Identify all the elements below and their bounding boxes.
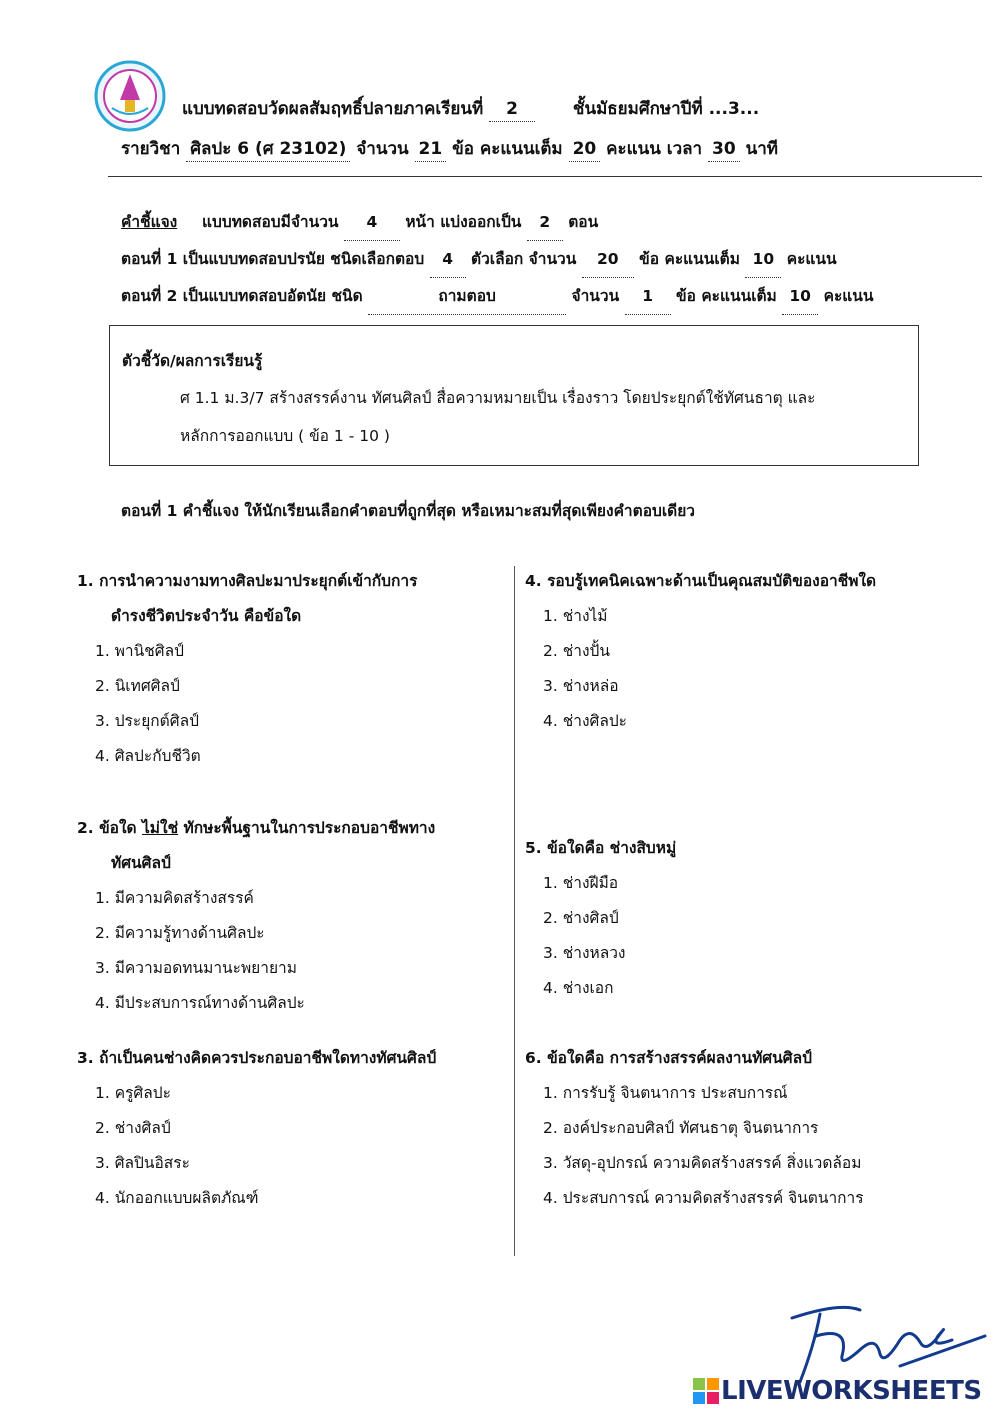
header-divider <box>108 176 982 177</box>
answer-option[interactable]: 1. ช่างไม้ <box>543 607 608 625</box>
question-2 <box>77 811 507 1021</box>
full-score-value: 20 <box>569 137 601 162</box>
part1-instruction: ตอนที่ 1 คำชี้แจง ให้นักเรียนเลือกคำตอบที่ถูกที่สุด หรือเหมาะสมที่สุดเพียงคำตอบเดียว <box>121 502 695 520</box>
answer-option[interactable]: 4. นักออกแบบผลิตภัณฑ์ <box>95 1189 259 1207</box>
grade-label: ชั้นมัธยมศึกษาปีที่ ...3... <box>572 99 760 119</box>
answer-option[interactable]: 1. การรับรู้ จินตนาการ ประสบการณ์ <box>543 1084 788 1102</box>
signature-icon <box>780 1296 990 1386</box>
instructions-line-3: ตอนที่ 2 เป็นแบบทดสอบอัตนัย ชนิด ถามตอบ จำนวน 1 ข้อ คะแนนเต็ม 10 คะแนน <box>121 278 873 315</box>
question-text: 5. ข้อใดคือ ช่างสิบหมู่ <box>525 839 677 857</box>
answer-option[interactable]: 1. ครูศิลปะ <box>95 1084 171 1102</box>
instructions <box>121 204 873 315</box>
answer-option[interactable]: 3. ช่างหล่อ <box>543 677 619 695</box>
school-logo-icon <box>94 60 166 132</box>
answer-option[interactable]: 1. พานิชศิลป์ <box>95 642 184 660</box>
instructions-line-2: ตอนที่ 1 เป็นแบบทดสอบปรนัย ชนิดเลือกตอบ 4 ตัวเลือก จำนวน 20 ข้อ คะแนนเต็ม 10 คะแนน <box>121 241 873 278</box>
question-6 <box>525 1041 985 1216</box>
question-3 <box>77 1041 507 1216</box>
time-value: 30 <box>708 137 740 162</box>
indicator-title: ตัวชี้วัด/ผลการเรียนรู้ <box>122 352 263 370</box>
indicator-text: ศ 1.1 ม.3/7 สร้างสรรค์งาน ทัศนศิลป์ สื่อความหมายเป็น เรื่องราว โดยประยุกต์ใช้ทัศนธาตุ และ หลักการออกแบบ ( ข้อ 1 - 10 ) <box>180 389 816 445</box>
answer-option[interactable]: 3. ศิลปินอิสระ <box>95 1154 190 1172</box>
semester-value: 2 <box>489 97 535 122</box>
answer-option[interactable]: 2. มีความรู้ทางด้านศิลปะ <box>95 924 265 942</box>
answer-option[interactable]: 2. นิเทศศิลป์ <box>95 677 180 695</box>
answer-option[interactable]: 2. ช่างปั้น <box>543 642 610 660</box>
answer-option[interactable]: 4. มีประสบการณ์ทางด้านศิลปะ <box>95 994 305 1012</box>
subject-value: ศิลปะ 6 (ศ 23102) <box>186 137 350 162</box>
liveworksheets-brand <box>693 1374 982 1408</box>
answer-option[interactable]: 2. องค์ประกอบศิลป์ ทัศนธาตุ จินตนาการ <box>543 1119 819 1137</box>
answer-option[interactable]: 3. มีความอดทนมานะพยายาม <box>95 959 297 977</box>
item-count-value: 21 <box>415 137 447 162</box>
indicator-box <box>109 325 919 466</box>
answer-option[interactable]: 1. ช่างฝีมือ <box>543 874 619 892</box>
column-divider <box>514 566 515 1256</box>
answer-option[interactable]: 3. ช่างหลวง <box>543 944 626 962</box>
answer-option[interactable]: 1. มีความคิดสร้างสรรค์ <box>95 889 254 907</box>
instructions-line-1: คำชี้แจง แบบทดสอบมีจำนวน 4 หน้า แบ่งออกเป็น 2 ตอน <box>121 204 873 241</box>
question-5 <box>525 831 965 1006</box>
answer-option[interactable]: 4. ช่างเอก <box>543 979 614 997</box>
question-text: 1. การนำความงามทางศิลปะมาประยุกต์เข้ากับการ ดำรงชีวิตประจำวัน คือข้อใด <box>77 572 418 625</box>
answer-option[interactable]: 4. ช่างศิลปะ <box>543 712 628 730</box>
subject-line: รายวิชา ศิลปะ 6 (ศ 23102) จำนวน 21 ข้อ คะแนนเต็ม 20 คะแนน เวลา 30 นาที <box>121 137 778 162</box>
emphasis-not: ไม่ใช่ <box>142 819 179 837</box>
question-text: 3. ถ้าเป็นคนช่างคิดควรประกอบอาชีพใดทางทัศนศิลป์ <box>77 1049 437 1067</box>
question-text: 4. รอบรู้เทคนิคเฉพาะด้านเป็นคุณสมบัติของอาชีพใด <box>525 572 877 590</box>
answer-option[interactable]: 3. ประยุกต์ศิลป์ <box>95 712 199 730</box>
exam-title: แบบทดสอบวัดผลสัมฤทธิ์ปลายภาคเรียนที่ 2 ชั้นมัธยมศึกษาปีที่ ...3... <box>182 97 759 122</box>
brand-name: LIVEWORKSHEETS <box>721 1376 982 1406</box>
answer-option[interactable]: 4. ประสบการณ์ ความคิดสร้างสรรค์ จินตนาการ <box>543 1189 864 1207</box>
liveworksheets-logo-icon <box>693 1378 719 1404</box>
question-4 <box>525 564 965 739</box>
answer-option[interactable]: 2. ช่างศิลป์ <box>543 909 619 927</box>
question-text: 2. ข้อใด ไม่ใช่ ทักษะพื้นฐานในการประกอบอาชีพทาง ทัศนศิลป์ <box>77 819 436 872</box>
answer-option[interactable]: 4. ศิลปะกับชีวิต <box>95 747 201 765</box>
answer-option[interactable]: 3. วัสดุ-อุปกรณ์ ความคิดสร้างสรรค์ สิ่งแวดล้อม <box>543 1154 862 1172</box>
answer-option[interactable]: 2. ช่างศิลป์ <box>95 1119 171 1137</box>
question-1 <box>77 564 507 774</box>
question-text: 6. ข้อใดคือ การสร้างสรรค์ผลงานทัศนศิลป์ <box>525 1049 812 1067</box>
